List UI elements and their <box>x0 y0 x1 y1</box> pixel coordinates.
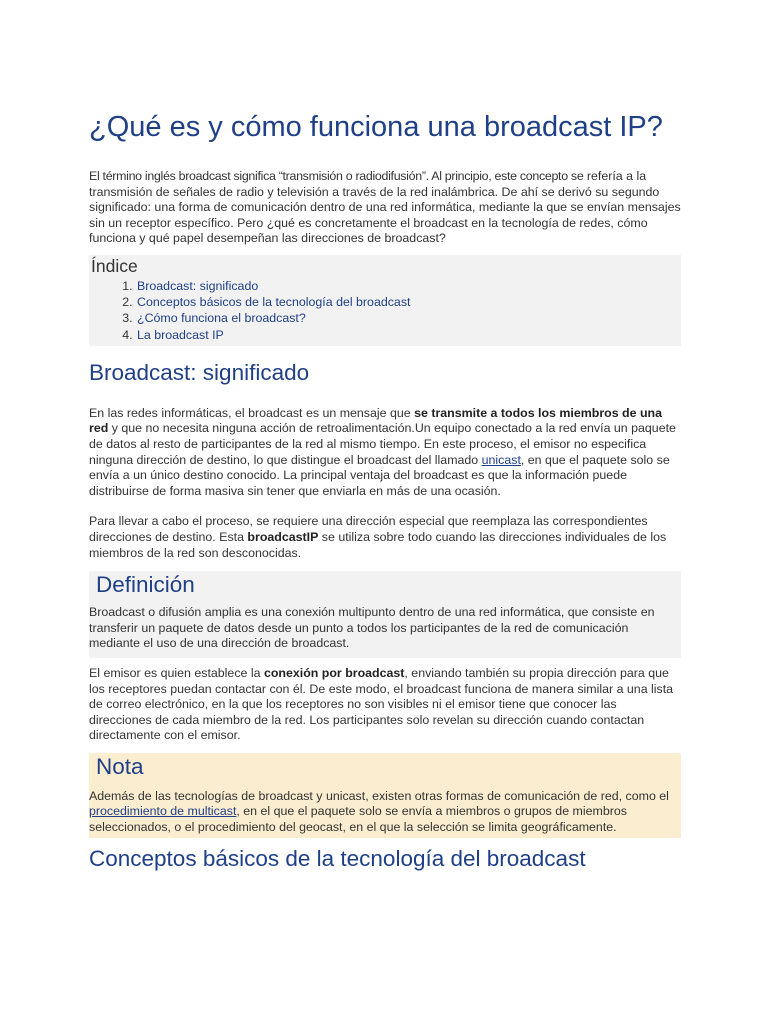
text-run: El emisor es quien establece la <box>89 665 264 680</box>
text-run: , enviando también su propia dirección para que los receptores puedan contactar con él. De este modo, el broadcast funciona de manera similar a una lista de correo electrónico, en la que los receptores no son visibles ni el emisor tiene que conocer las direcciones de cada miembro de la red. Los participantes solo revelan su dirección cuando contactan directamente con el emisor. <box>89 665 674 743</box>
intro-rest: refería a la transmisión de señales de radio y televisión a través de la red inalámbrica. De ahí se derivó su segundo significado: una forma de comunicación dentro de una red informática, mediante la que se envían mensajes sin un receptor específico. Pero ¿qué es concretamente el broadcast en la tecnología de redes, cómo funciona y qué papel desempeñan las direcciones de broadcast? <box>89 169 681 246</box>
section-heading-broadcast-significado: Broadcast: significado <box>89 359 310 385</box>
toc-item[interactable] <box>136 327 681 343</box>
toc-item[interactable] <box>136 278 681 294</box>
note-title: Nota <box>96 753 144 779</box>
toc-link[interactable]: ¿Cómo funciona el broadcast? <box>137 311 306 326</box>
toc-link[interactable]: Broadcast: significado <box>137 278 259 293</box>
section-heading-conceptos-basicos: Conceptos básicos de la tecnología del broadcast <box>89 845 586 871</box>
broadcast-paragraph <box>89 406 681 500</box>
note-box <box>89 753 681 838</box>
bold-text: se transmite a todos los miembros de una red <box>89 405 662 436</box>
intro-paragraph <box>89 169 681 247</box>
multicast-link[interactable]: procedimiento de multicast <box>89 804 237 819</box>
text-run: Además de las tecnologías de broadcast y unicast, existen otras formas de comunicación de red, como el <box>89 788 669 803</box>
unicast-link[interactable]: unicast <box>481 452 521 467</box>
toc-item[interactable] <box>136 310 681 326</box>
toc-link[interactable]: La broadcast IP <box>137 327 224 342</box>
broadcastip-paragraph <box>89 514 681 561</box>
article <box>89 110 681 872</box>
definition-text: Broadcast o difusión amplia es una conexión multipunto dentro de una red informática, que consiste en transferir un paquete de datos desde un punto a todos los participantes de la red de comunicación mediante el uso de una dirección de broadcast. <box>89 605 655 651</box>
table-of-contents <box>89 255 681 346</box>
text-run: Para llevar a cabo el proceso, se requiere una dirección especial que reemplaza las correspondientes direcciones de destino. Esta <box>89 514 648 544</box>
note-text <box>89 789 679 836</box>
definition-box <box>89 571 681 658</box>
page-title: ¿Qué es y cómo funciona una broadcast IP? <box>89 111 663 143</box>
text-run: , en el que el paquete solo se envía a miembros o grupos de miembros seleccionados, o el procedimiento del geocast, en el que la selección se limita geográficamente. <box>89 804 627 835</box>
toc-item[interactable] <box>136 294 681 310</box>
text-run: En las redes informáticas, el broadcast es un mensaje que <box>89 405 415 420</box>
toc-list <box>91 278 681 343</box>
text-run: se utiliza sobre todo cuando las direcciones individuales de los miembros de la red son desconocidas. <box>89 529 667 560</box>
text-run: y que no necesita ninguna acción de retroalimentación.Un equipo conectado a la red envía un paquete de datos al resto de participantes de la red al mismo tiempo. En este proceso, el emisor no especifica ninguna dirección de destino, lo que distingue el broadcast del llamado <box>89 421 676 467</box>
bold-text: broadcastIP <box>247 529 319 544</box>
bold-text: conexión por broadcast <box>263 665 405 680</box>
definition-title: Definición <box>96 572 195 598</box>
emisor-paragraph <box>89 666 681 744</box>
intro-line-1: El término inglés broadcast significa “transmisión o radiodifusión”. Al principio, este concepto se <box>89 169 584 183</box>
toc-link[interactable]: Conceptos básicos de la tecnología del broadcast <box>137 295 411 310</box>
text-run: , en que el paquete solo se envía a un único destino conocido. La principal ventaja del broadcast es que la información puede distribuirse de forma masiva sin tener que enviarla en más de una ocasión. <box>89 452 670 498</box>
toc-title: Índice <box>91 255 138 276</box>
